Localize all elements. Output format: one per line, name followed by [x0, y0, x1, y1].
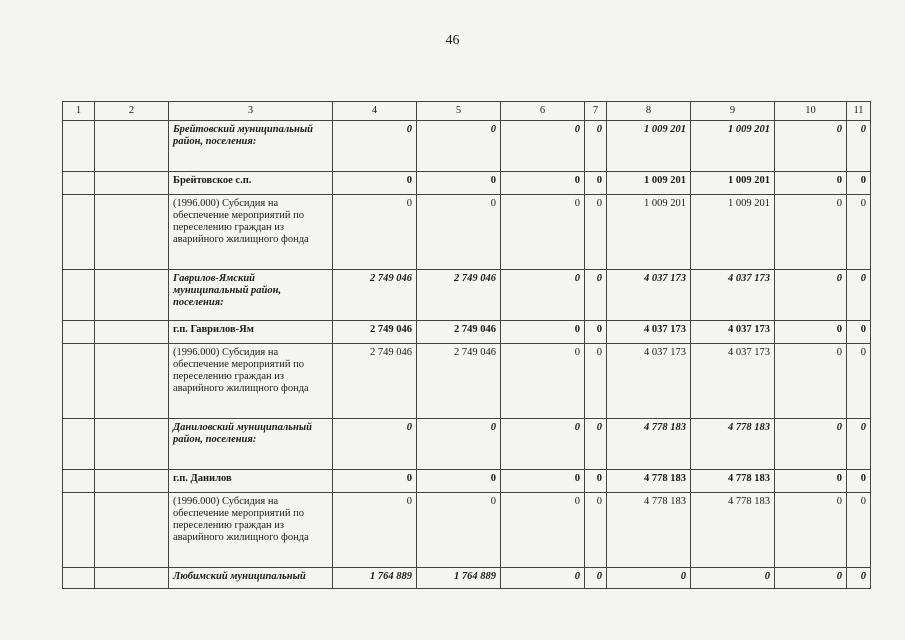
row-label: (1996.000) Субсидия на обеспечение мероприятий по переселению граждан из аварийного жилищного фонда [169, 493, 333, 568]
value-cell: 0 [775, 195, 847, 270]
value-cell: 0 [417, 419, 501, 470]
empty-cell [63, 419, 95, 470]
value-cell: 0 [775, 121, 847, 172]
value-cell: 0 [585, 270, 607, 321]
row-label: (1996.000) Субсидия на обеспечение мероприятий по переселению граждан из аварийного жилищного фонда [169, 344, 333, 419]
table-row [63, 419, 871, 470]
table-row [63, 172, 871, 195]
value-cell: 0 [691, 568, 775, 589]
empty-cell [95, 344, 169, 419]
column-header: 6 [501, 102, 585, 121]
value-cell: 0 [333, 121, 417, 172]
table-row [63, 195, 871, 270]
value-cell: 0 [501, 321, 585, 344]
value-cell: 4 037 173 [607, 270, 691, 321]
row-label: Брейтовский муниципальный район, поселения: [169, 121, 333, 172]
value-cell: 0 [501, 493, 585, 568]
value-cell: 1 764 889 [417, 568, 501, 589]
table-row [63, 344, 871, 419]
value-cell: 0 [585, 568, 607, 589]
value-cell: 0 [501, 470, 585, 493]
value-cell: 0 [501, 195, 585, 270]
value-cell: 0 [501, 344, 585, 419]
value-cell: 0 [585, 493, 607, 568]
value-cell: 0 [417, 172, 501, 195]
value-cell: 1 009 201 [607, 195, 691, 270]
column-header: 9 [691, 102, 775, 121]
value-cell: 0 [333, 419, 417, 470]
table-row [63, 121, 871, 172]
value-cell: 4 778 183 [691, 493, 775, 568]
column-header: 3 [169, 102, 333, 121]
empty-cell [63, 470, 95, 493]
value-cell: 0 [847, 172, 871, 195]
column-header: 4 [333, 102, 417, 121]
value-cell: 0 [585, 321, 607, 344]
row-label: (1996.000) Субсидия на обеспечение мероприятий по переселению граждан из аварийного жилищного фонда [169, 195, 333, 270]
value-cell: 4 778 183 [691, 419, 775, 470]
value-cell: 0 [501, 568, 585, 589]
value-cell: 0 [585, 121, 607, 172]
value-cell: 1 009 201 [691, 195, 775, 270]
table-row [63, 493, 871, 568]
empty-cell [95, 470, 169, 493]
value-cell: 0 [775, 568, 847, 589]
value-cell: 0 [847, 321, 871, 344]
table-row [63, 270, 871, 321]
row-label: г.п. Данилов [169, 470, 333, 493]
empty-cell [63, 195, 95, 270]
value-cell: 1 009 201 [607, 172, 691, 195]
column-header: 2 [95, 102, 169, 121]
row-label: Брейтовское с.п. [169, 172, 333, 195]
value-cell: 0 [585, 195, 607, 270]
value-cell: 0 [585, 470, 607, 493]
empty-cell [95, 270, 169, 321]
empty-cell [63, 344, 95, 419]
value-cell: 0 [501, 121, 585, 172]
header-row [63, 102, 871, 121]
value-cell: 2 749 046 [333, 344, 417, 419]
empty-cell [95, 493, 169, 568]
column-header: 8 [607, 102, 691, 121]
value-cell: 0 [775, 321, 847, 344]
empty-cell [63, 321, 95, 344]
empty-cell [95, 121, 169, 172]
empty-cell [63, 270, 95, 321]
value-cell: 0 [417, 195, 501, 270]
value-cell: 0 [333, 470, 417, 493]
value-cell: 0 [847, 470, 871, 493]
budget-table [62, 101, 871, 589]
value-cell: 0 [417, 470, 501, 493]
value-cell: 1 009 201 [607, 121, 691, 172]
value-cell: 0 [847, 195, 871, 270]
value-cell: 0 [847, 419, 871, 470]
row-label: Любимский муниципальный [169, 568, 333, 589]
value-cell: 0 [501, 172, 585, 195]
column-header: 11 [847, 102, 871, 121]
table-row [63, 321, 871, 344]
value-cell: 0 [775, 172, 847, 195]
value-cell: 0 [775, 270, 847, 321]
value-cell: 0 [585, 172, 607, 195]
empty-cell [63, 568, 95, 589]
value-cell: 0 [775, 493, 847, 568]
value-cell: 0 [775, 470, 847, 493]
empty-cell [95, 172, 169, 195]
value-cell: 4 037 173 [691, 270, 775, 321]
value-cell: 1 764 889 [333, 568, 417, 589]
value-cell: 2 749 046 [333, 321, 417, 344]
value-cell: 0 [585, 344, 607, 419]
value-cell: 4 778 183 [691, 470, 775, 493]
value-cell: 1 009 201 [691, 172, 775, 195]
column-header: 5 [417, 102, 501, 121]
row-label: Даниловский муниципальный район, поселения: [169, 419, 333, 470]
column-header: 7 [585, 102, 607, 121]
value-cell: 0 [333, 493, 417, 568]
value-cell: 4 778 183 [607, 493, 691, 568]
value-cell: 4 037 173 [607, 344, 691, 419]
value-cell: 2 749 046 [417, 344, 501, 419]
value-cell: 0 [501, 419, 585, 470]
value-cell: 0 [775, 344, 847, 419]
value-cell: 0 [847, 493, 871, 568]
value-cell: 0 [775, 419, 847, 470]
column-header: 1 [63, 102, 95, 121]
empty-cell [63, 172, 95, 195]
empty-cell [95, 195, 169, 270]
value-cell: 4 778 183 [607, 419, 691, 470]
value-cell: 0 [417, 493, 501, 568]
column-header: 10 [775, 102, 847, 121]
value-cell: 0 [847, 568, 871, 589]
value-cell: 0 [585, 419, 607, 470]
empty-cell [95, 321, 169, 344]
value-cell: 2 749 046 [417, 270, 501, 321]
empty-cell [63, 121, 95, 172]
value-cell: 0 [607, 568, 691, 589]
empty-cell [95, 419, 169, 470]
value-cell: 4 037 173 [691, 321, 775, 344]
value-cell: 2 749 046 [333, 270, 417, 321]
value-cell: 4 778 183 [607, 470, 691, 493]
table-body [63, 121, 871, 589]
table-row [63, 470, 871, 493]
value-cell: 0 [501, 270, 585, 321]
value-cell: 1 009 201 [691, 121, 775, 172]
value-cell: 4 037 173 [691, 344, 775, 419]
row-label: г.п. Гаврилов-Ям [169, 321, 333, 344]
value-cell: 2 749 046 [417, 321, 501, 344]
row-label: Гаврилов-Ямский муниципальный район, поселения: [169, 270, 333, 321]
value-cell: 0 [417, 121, 501, 172]
empty-cell [63, 493, 95, 568]
value-cell: 0 [847, 121, 871, 172]
value-cell: 4 037 173 [607, 321, 691, 344]
value-cell: 0 [847, 270, 871, 321]
empty-cell [95, 568, 169, 589]
value-cell: 0 [333, 172, 417, 195]
table-row [63, 568, 871, 589]
value-cell: 0 [333, 195, 417, 270]
value-cell: 0 [847, 344, 871, 419]
page-number: 46 [445, 33, 460, 48]
